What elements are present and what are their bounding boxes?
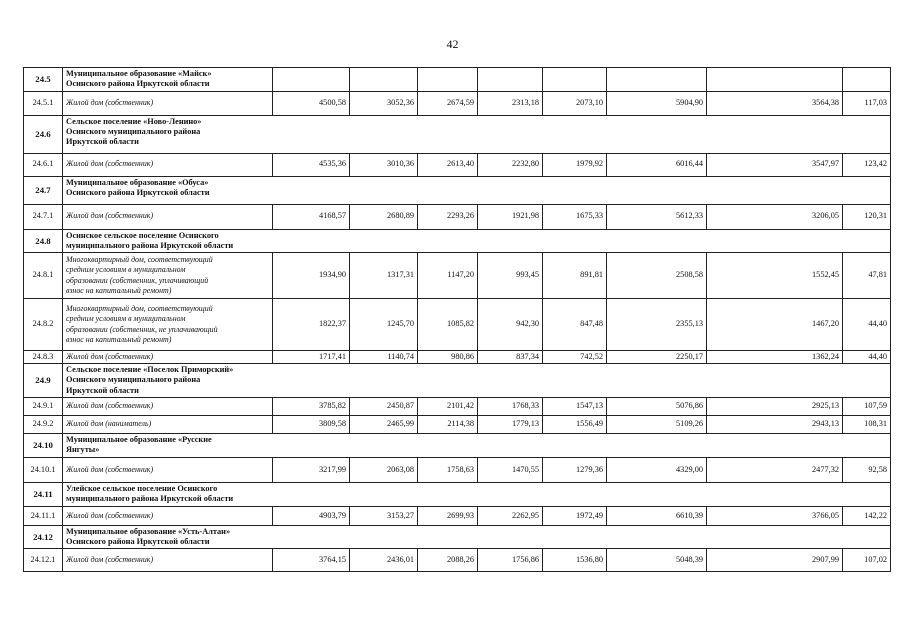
housing-type-text: Жилой дом (собственник) [66,97,154,107]
table-body [24,68,891,572]
value-text: 1467,20 [812,319,839,329]
value-text: 1979,92 [576,159,603,169]
value-text: 1470,55 [512,464,539,474]
value-text: 980,86 [451,351,474,361]
section-code [24,364,63,398]
value-text: 1140,74 [387,351,414,361]
value-cell [843,398,891,416]
empty-cell [607,68,707,92]
housing-type [63,351,273,364]
table-row [24,204,891,229]
value-cell [418,506,478,525]
value-cell [707,204,843,229]
housing-type-text: Жилой дом (собственник) [66,510,154,520]
value-cell [273,506,350,525]
housing-type-text: Жилой дом (наниматель) [66,419,152,429]
value-text: 1085,82 [447,319,474,329]
value-text: 3052,36 [387,97,414,107]
value-cell [350,91,418,115]
value-text: 3153,27 [387,510,414,520]
value-text: 1147,20 [447,270,474,280]
section-title-text: Муниципальное образование «Усть-Алтан» Осинского района Иркутской области [66,526,231,547]
housing-type-text: Жилой дом (собственник) [66,401,154,411]
value-text: 1756,86 [512,555,539,565]
value-text: 2674,59 [447,97,474,107]
value-cell [418,153,478,176]
value-cell [350,506,418,525]
value-text: 2508,58 [676,270,703,280]
value-cell [478,204,543,229]
code-text: 24.8.3 [32,351,54,361]
value-text: 2250,17 [676,351,703,361]
value-cell [273,253,350,299]
value-cell [478,549,543,572]
section-title-text: Муниципальное образование «Майск» Осинского района Иркутской области [66,69,212,89]
value-text: 3010,36 [387,159,414,169]
value-cell [843,204,891,229]
section-title-text: Осинское сельское поселение Осинского муниципального района Иркутской области [66,230,234,250]
value-cell [273,204,350,229]
value-text: 2943,13 [812,419,839,429]
section-code [24,115,63,153]
value-cell [843,549,891,572]
row-code [24,253,63,299]
value-cell [607,416,707,434]
value-cell [843,253,891,299]
value-text: 107,59 [864,401,887,411]
code-text: 24.6 [35,128,51,139]
value-text: 3206,05 [812,211,839,221]
code-text: 24.7.1 [32,211,54,221]
value-text: 2465,99 [387,419,414,429]
value-cell [418,398,478,416]
value-text: 2114,38 [447,419,474,429]
value-cell [843,299,891,351]
row-code [24,204,63,229]
value-cell [350,549,418,572]
housing-type-text: Жилой дом (собственник) [66,351,154,361]
value-cell [273,299,350,351]
table-row [24,549,891,572]
value-cell [273,153,350,176]
empty-cell [478,68,543,92]
value-cell [843,416,891,434]
value-text: 5904,90 [676,97,703,107]
section-code [24,229,63,253]
row-code [24,299,63,351]
value-text: 3809,58 [319,419,346,429]
row-code [24,549,63,572]
value-text: 1779,13 [512,419,539,429]
value-cell [843,351,891,364]
value-cell [707,299,843,351]
value-cell [543,398,607,416]
value-text: 2925,13 [812,401,839,411]
section-title [63,176,891,204]
row-code [24,398,63,416]
value-text: 1552,45 [812,270,839,280]
row-code [24,153,63,176]
value-cell [607,506,707,525]
code-text: 24.9.2 [32,419,54,429]
value-text: 4500,58 [319,97,346,107]
section-row [24,483,891,507]
value-cell [418,458,478,483]
value-text: 2063,08 [387,464,414,474]
code-text: 24.10 [33,440,53,451]
value-cell [418,351,478,364]
value-cell [418,416,478,434]
value-text: 5109,26 [676,419,703,429]
empty-cell [543,68,607,92]
value-text: 2450,87 [387,401,414,411]
value-text: 3764,15 [319,555,346,565]
value-cell [478,398,543,416]
value-text: 1921,98 [512,211,539,221]
row-code [24,351,63,364]
value-text: 3547,97 [812,159,839,169]
section-title [63,229,891,253]
value-cell [543,204,607,229]
value-text: 2613,40 [447,159,474,169]
section-row [24,229,891,253]
section-code [24,68,63,92]
value-cell [273,351,350,364]
table-row [24,506,891,525]
section-row [24,176,891,204]
value-text: 123,42 [864,159,887,169]
value-cell [707,398,843,416]
value-text: 5048,39 [676,555,703,565]
value-text: 2232,80 [512,159,539,169]
value-cell [707,549,843,572]
value-text: 1556,49 [576,419,603,429]
value-text: 117,03 [864,97,887,107]
value-text: 1279,36 [576,464,603,474]
value-text: 1675,33 [576,211,603,221]
value-cell [543,549,607,572]
code-text: 24.11 [33,489,53,500]
value-cell [543,458,607,483]
code-text: 24.9.1 [32,401,54,411]
housing-type-text: Жилой дом (собственник) [66,464,154,474]
value-text: 1822,37 [319,319,346,329]
value-text: 4329,00 [676,464,703,474]
value-text: 44,40 [868,351,887,361]
code-text: 24.12.1 [30,555,56,565]
table-row [24,398,891,416]
value-text: 47,81 [868,270,887,280]
value-cell [478,153,543,176]
value-cell [843,506,891,525]
code-text: 24.11.1 [30,510,56,520]
value-cell [418,253,478,299]
empty-cell [707,68,843,92]
value-text: 742,52 [580,351,603,361]
code-text: 24.8 [35,235,51,246]
value-cell [607,153,707,176]
code-text: 24.5 [35,74,51,85]
section-title [63,115,891,153]
value-text: 2477,32 [812,464,839,474]
housing-type [63,416,273,434]
code-text: 24.5.1 [32,97,54,107]
table-row [24,416,891,434]
value-cell [607,351,707,364]
value-cell [418,549,478,572]
section-title [63,525,891,549]
housing-type [63,549,273,572]
value-cell [478,458,543,483]
value-text: 3766,05 [812,510,839,520]
value-text: 1768,33 [512,401,539,411]
value-text: 1245,70 [387,319,414,329]
table-row [24,91,891,115]
row-code [24,416,63,434]
value-cell [543,506,607,525]
value-text: 1547,13 [576,401,603,411]
housing-type-text: Многоквартирный дом, соответствующий средним условиям в муниципальном образовании (собственник, не уплачивающий взнос на капитальный ремонт) [66,303,218,345]
code-text: 24.6.1 [32,159,54,169]
section-code [24,176,63,204]
value-cell [843,153,891,176]
value-text: 891,81 [580,270,603,280]
value-cell [543,153,607,176]
value-cell [843,458,891,483]
housing-type [63,253,273,299]
value-text: 2699,93 [447,510,474,520]
housing-type-text: Жилой дом (собственник) [66,159,154,169]
value-cell [478,299,543,351]
value-cell [350,351,418,364]
value-text: 6016,44 [676,159,703,169]
row-code [24,458,63,483]
value-text: 4168,57 [319,211,346,221]
value-text: 1717,41 [319,351,346,361]
value-text: 1934,90 [319,270,346,280]
value-text: 837,34 [516,351,539,361]
value-cell [418,204,478,229]
table-row [24,351,891,364]
value-text: 2293,26 [447,211,474,221]
value-text: 4903,79 [319,510,346,520]
row-code [24,506,63,525]
value-text: 2262,95 [512,510,539,520]
value-cell [478,351,543,364]
section-row [24,525,891,549]
value-cell [478,91,543,115]
value-cell [707,153,843,176]
housing-type [63,204,273,229]
table-row [24,253,891,299]
housing-type-text: Жилой дом (собственник) [66,211,154,221]
value-cell [273,91,350,115]
value-text: 2313,18 [512,97,539,107]
value-cell [607,458,707,483]
value-text: 2101,42 [447,401,474,411]
value-cell [543,299,607,351]
value-text: 3564,38 [812,97,839,107]
value-text: 2088,26 [447,555,474,565]
table-row [24,299,891,351]
section-title [63,364,891,398]
housing-type [63,153,273,176]
value-cell [543,253,607,299]
value-text: 2907,99 [812,555,839,565]
value-cell [350,458,418,483]
empty-cell [418,68,478,92]
value-text: 1317,31 [387,270,414,280]
value-text: 993,45 [516,270,539,280]
housing-type-text: Многоквартирный дом, соответствующий средним условиям в муниципальном образовании (собственник, уплачивающий взнос на капитальный ремонт) [66,254,213,296]
value-cell [543,351,607,364]
value-cell [418,91,478,115]
empty-cell [273,68,350,92]
value-cell [707,416,843,434]
row-code [24,91,63,115]
section-title [63,483,891,507]
code-text: 24.7 [35,184,51,195]
code-text: 24.10.1 [30,464,56,474]
code-text: 24.8.2 [32,319,54,329]
section-row [24,364,891,398]
value-cell [350,299,418,351]
section-row [24,115,891,153]
value-cell [350,253,418,299]
value-cell [607,204,707,229]
section-title-text: Муниципальное образование «Русские Янгуты» [66,435,212,455]
value-cell [273,549,350,572]
section-row [24,434,891,458]
tariff-table [23,67,891,572]
value-cell [707,506,843,525]
value-text: 92,58 [868,464,887,474]
section-title-text: Улейское сельское поселение Осинского муниципального района Иркутской области [66,484,234,504]
value-text: 120,31 [864,211,887,221]
value-cell [273,398,350,416]
value-cell [350,416,418,434]
empty-cell [350,68,418,92]
value-cell [418,299,478,351]
value-cell [607,299,707,351]
housing-type [63,91,273,115]
section-title [63,68,273,92]
table-row [24,153,891,176]
section-title [63,434,891,458]
value-cell [707,351,843,364]
value-text: 1758,63 [447,464,474,474]
value-cell [607,253,707,299]
value-text: 942,30 [516,319,539,329]
value-text: 2073,10 [576,97,603,107]
value-cell [707,458,843,483]
value-text: 44,40 [868,319,887,329]
housing-type [63,299,273,351]
value-text: 6610,39 [676,510,703,520]
value-cell [273,458,350,483]
housing-type-text: Жилой дом (собственник) [66,555,154,565]
section-code [24,483,63,507]
section-code [24,434,63,458]
value-cell [543,91,607,115]
value-text: 107,02 [864,555,887,565]
value-cell [707,253,843,299]
value-text: 3217,99 [319,464,346,474]
value-text: 1972,49 [576,510,603,520]
housing-type [63,398,273,416]
value-cell [273,416,350,434]
code-text: 24.9 [35,375,51,386]
value-text: 2355,13 [676,319,703,329]
value-cell [607,398,707,416]
value-cell [478,506,543,525]
value-cell [843,91,891,115]
section-title-text: Муниципальное образование «Обуса» Осинского района Иркутской области [66,177,210,197]
value-text: 108,31 [864,419,887,429]
value-text: 2680,89 [387,211,414,221]
value-cell [543,416,607,434]
housing-type [63,458,273,483]
value-text: 1536,80 [576,555,603,565]
value-text: 142,22 [864,510,887,520]
value-text: 4535,36 [319,159,346,169]
section-code [24,525,63,549]
value-cell [707,91,843,115]
value-cell [607,91,707,115]
value-cell [350,153,418,176]
value-cell [350,398,418,416]
section-title-text: Сельское поселение «Ново-Ленино» Осинского муниципального района Иркутской области [66,116,202,147]
value-text: 2436,01 [387,555,414,565]
empty-cell [843,68,891,92]
value-text: 1362,24 [812,351,839,361]
value-text: 5612,33 [676,211,703,221]
housing-type [63,506,273,525]
section-row [24,68,891,92]
value-cell [478,253,543,299]
value-text: 847,48 [580,319,603,329]
code-text: 24.8.1 [32,270,54,280]
code-text: 24.12 [33,531,53,542]
value-text: 5076,86 [676,401,703,411]
value-cell [350,204,418,229]
value-cell [607,549,707,572]
page-number: 42 [446,37,459,51]
value-cell [478,416,543,434]
table-row [24,458,891,483]
section-title-text: Сельское поселение «Поселок Приморский» Осинского муниципального района Иркутской области [66,365,234,395]
value-text: 3785,82 [319,401,346,411]
